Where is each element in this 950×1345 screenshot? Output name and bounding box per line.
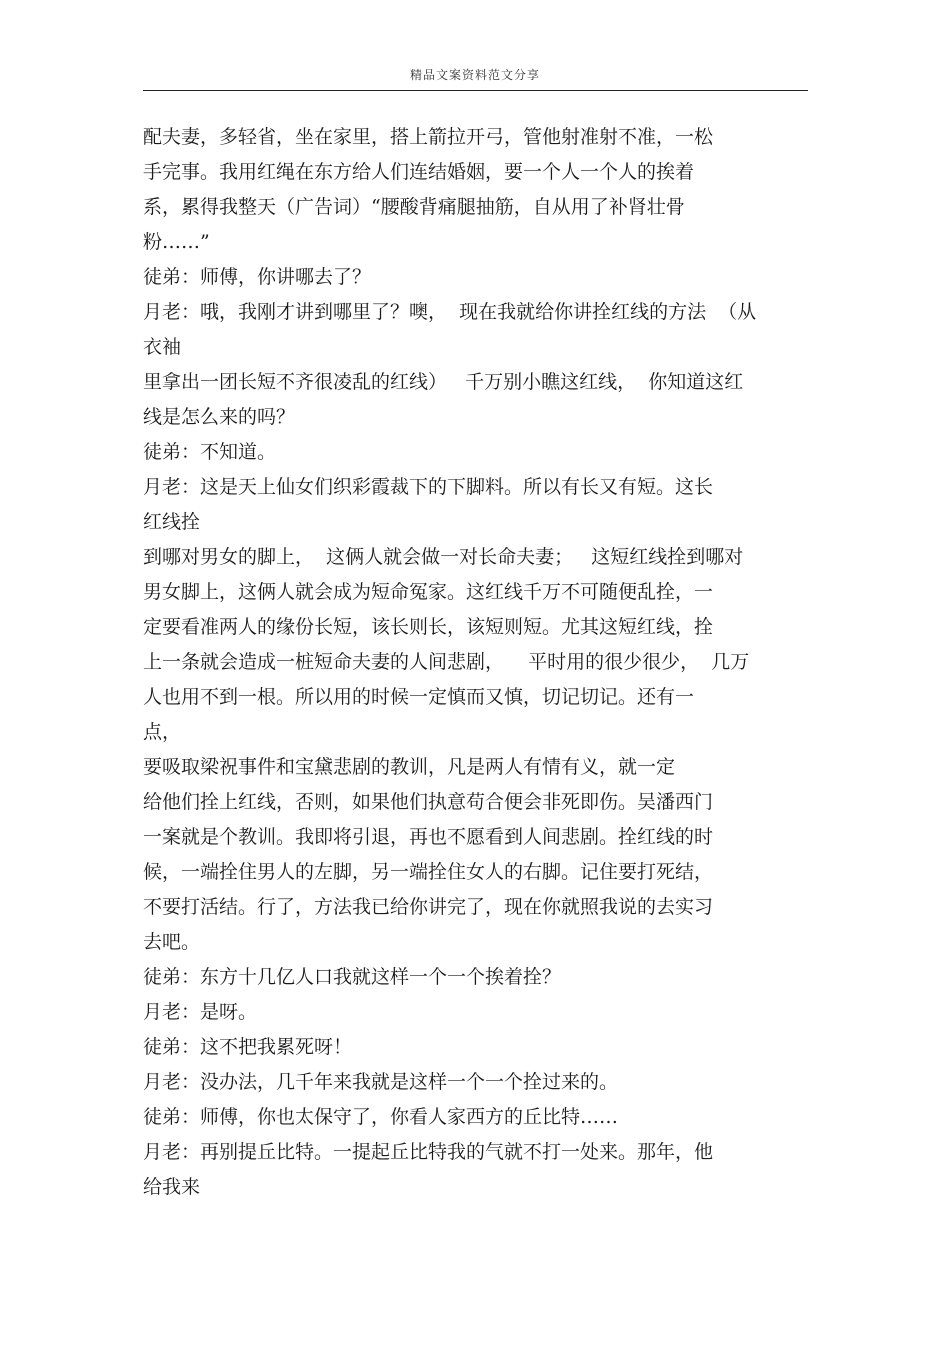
page-header: 精品文案资料范文分享 xyxy=(409,68,540,82)
header-divider xyxy=(143,90,808,91)
text-line: 点， xyxy=(143,721,182,743)
text-line: 配夫妻，多轻省，坐在家里，搭上箭拉开弓，管他射准射不准，一松 xyxy=(143,126,714,148)
text-line: 上一条就会造成一桩短命夫妻的人间悲剧， 平时用的很少很少， 几万 xyxy=(143,651,750,673)
text-line: 候，一端拴住男人的左脚，另一端拴住女人的右脚。记住要打死结， xyxy=(143,861,714,883)
text-line: 月老：是呀。 xyxy=(143,1001,258,1023)
text-line: 粉……” xyxy=(143,231,210,253)
text-line: 系，累得我整天（广告词）“腰酸背痛腿抽筋，自从用了补肾壮骨 xyxy=(143,196,685,218)
text-line: 徒弟：师傅，你讲哪去了？ xyxy=(143,266,372,288)
text-line: 给他们拴上红线，否则，如果他们执意苟合便会非死即伤。吴潘西门 xyxy=(143,791,714,813)
text-line: 月老：再别提丘比特。一提起丘比特我的气就不打一处来。那年，他 xyxy=(143,1141,714,1163)
text-line: 月老：没办法，几千年来我就是这样一个一个拴过来的。 xyxy=(143,1071,619,1093)
text-line: 去吧。 xyxy=(143,931,201,953)
text-line: 衣袖 xyxy=(143,336,182,358)
text-line: 手完事。我用红绳在东方给人们连结婚姻，要一个人一个人的挨着 xyxy=(143,161,695,183)
text-line: 男女脚上，这俩人就会成为短命冤家。这红线千万不可随便乱拴，一 xyxy=(143,581,714,603)
text-line: 到哪对男女的脚上， 这俩人就会做一对长命夫妻； 这短红线拴到哪对 xyxy=(143,546,744,568)
text-line: 定要看准两人的缘份长短，该长则长，该短则短。尤其这短红线，拴 xyxy=(143,616,714,638)
text-line: 里拿出一团长短不齐很凌乱的红线） 千万别小瞧这红线， 你知道这红 xyxy=(143,371,744,393)
text-line: 徒弟：东方十几亿人口我就这样一个一个挨着拴？ xyxy=(143,966,562,988)
text-line: 不要打活结。行了，方法我已给你讲完了，现在你就照我说的去实习 xyxy=(143,896,714,918)
text-line: 一案就是个教训。我即将引退，再也不愿看到人间悲剧。拴红线的时 xyxy=(143,826,714,848)
text-line: 给我来 xyxy=(143,1176,201,1198)
text-line: 月老：这是天上仙女们织彩霞裁下的下脚料。所以有长又有短。这长 xyxy=(143,476,714,498)
text-line: 徒弟：师傅，你也太保守了，你看人家西方的丘比特…… xyxy=(143,1106,619,1128)
text-line: 要吸取梁祝事件和宝黛悲剧的教训，凡是两人有情有义，就一定 xyxy=(143,756,676,778)
text-line: 徒弟：不知道。 xyxy=(143,441,277,463)
text-line: 人也用不到一根。所以用的时候一定慎而又慎，切记切记。还有一 xyxy=(143,686,695,708)
text-line: 月老：哦，我刚才讲到哪里了？噢， 现在我就给你讲拴红线的方法 （从 xyxy=(143,301,757,323)
text-line: 线是怎么来的吗？ xyxy=(143,406,296,428)
body-text xyxy=(143,120,813,1205)
text-line: 红线拴 xyxy=(143,511,201,533)
text-line: 徒弟：这不把我累死呀！ xyxy=(143,1036,353,1058)
